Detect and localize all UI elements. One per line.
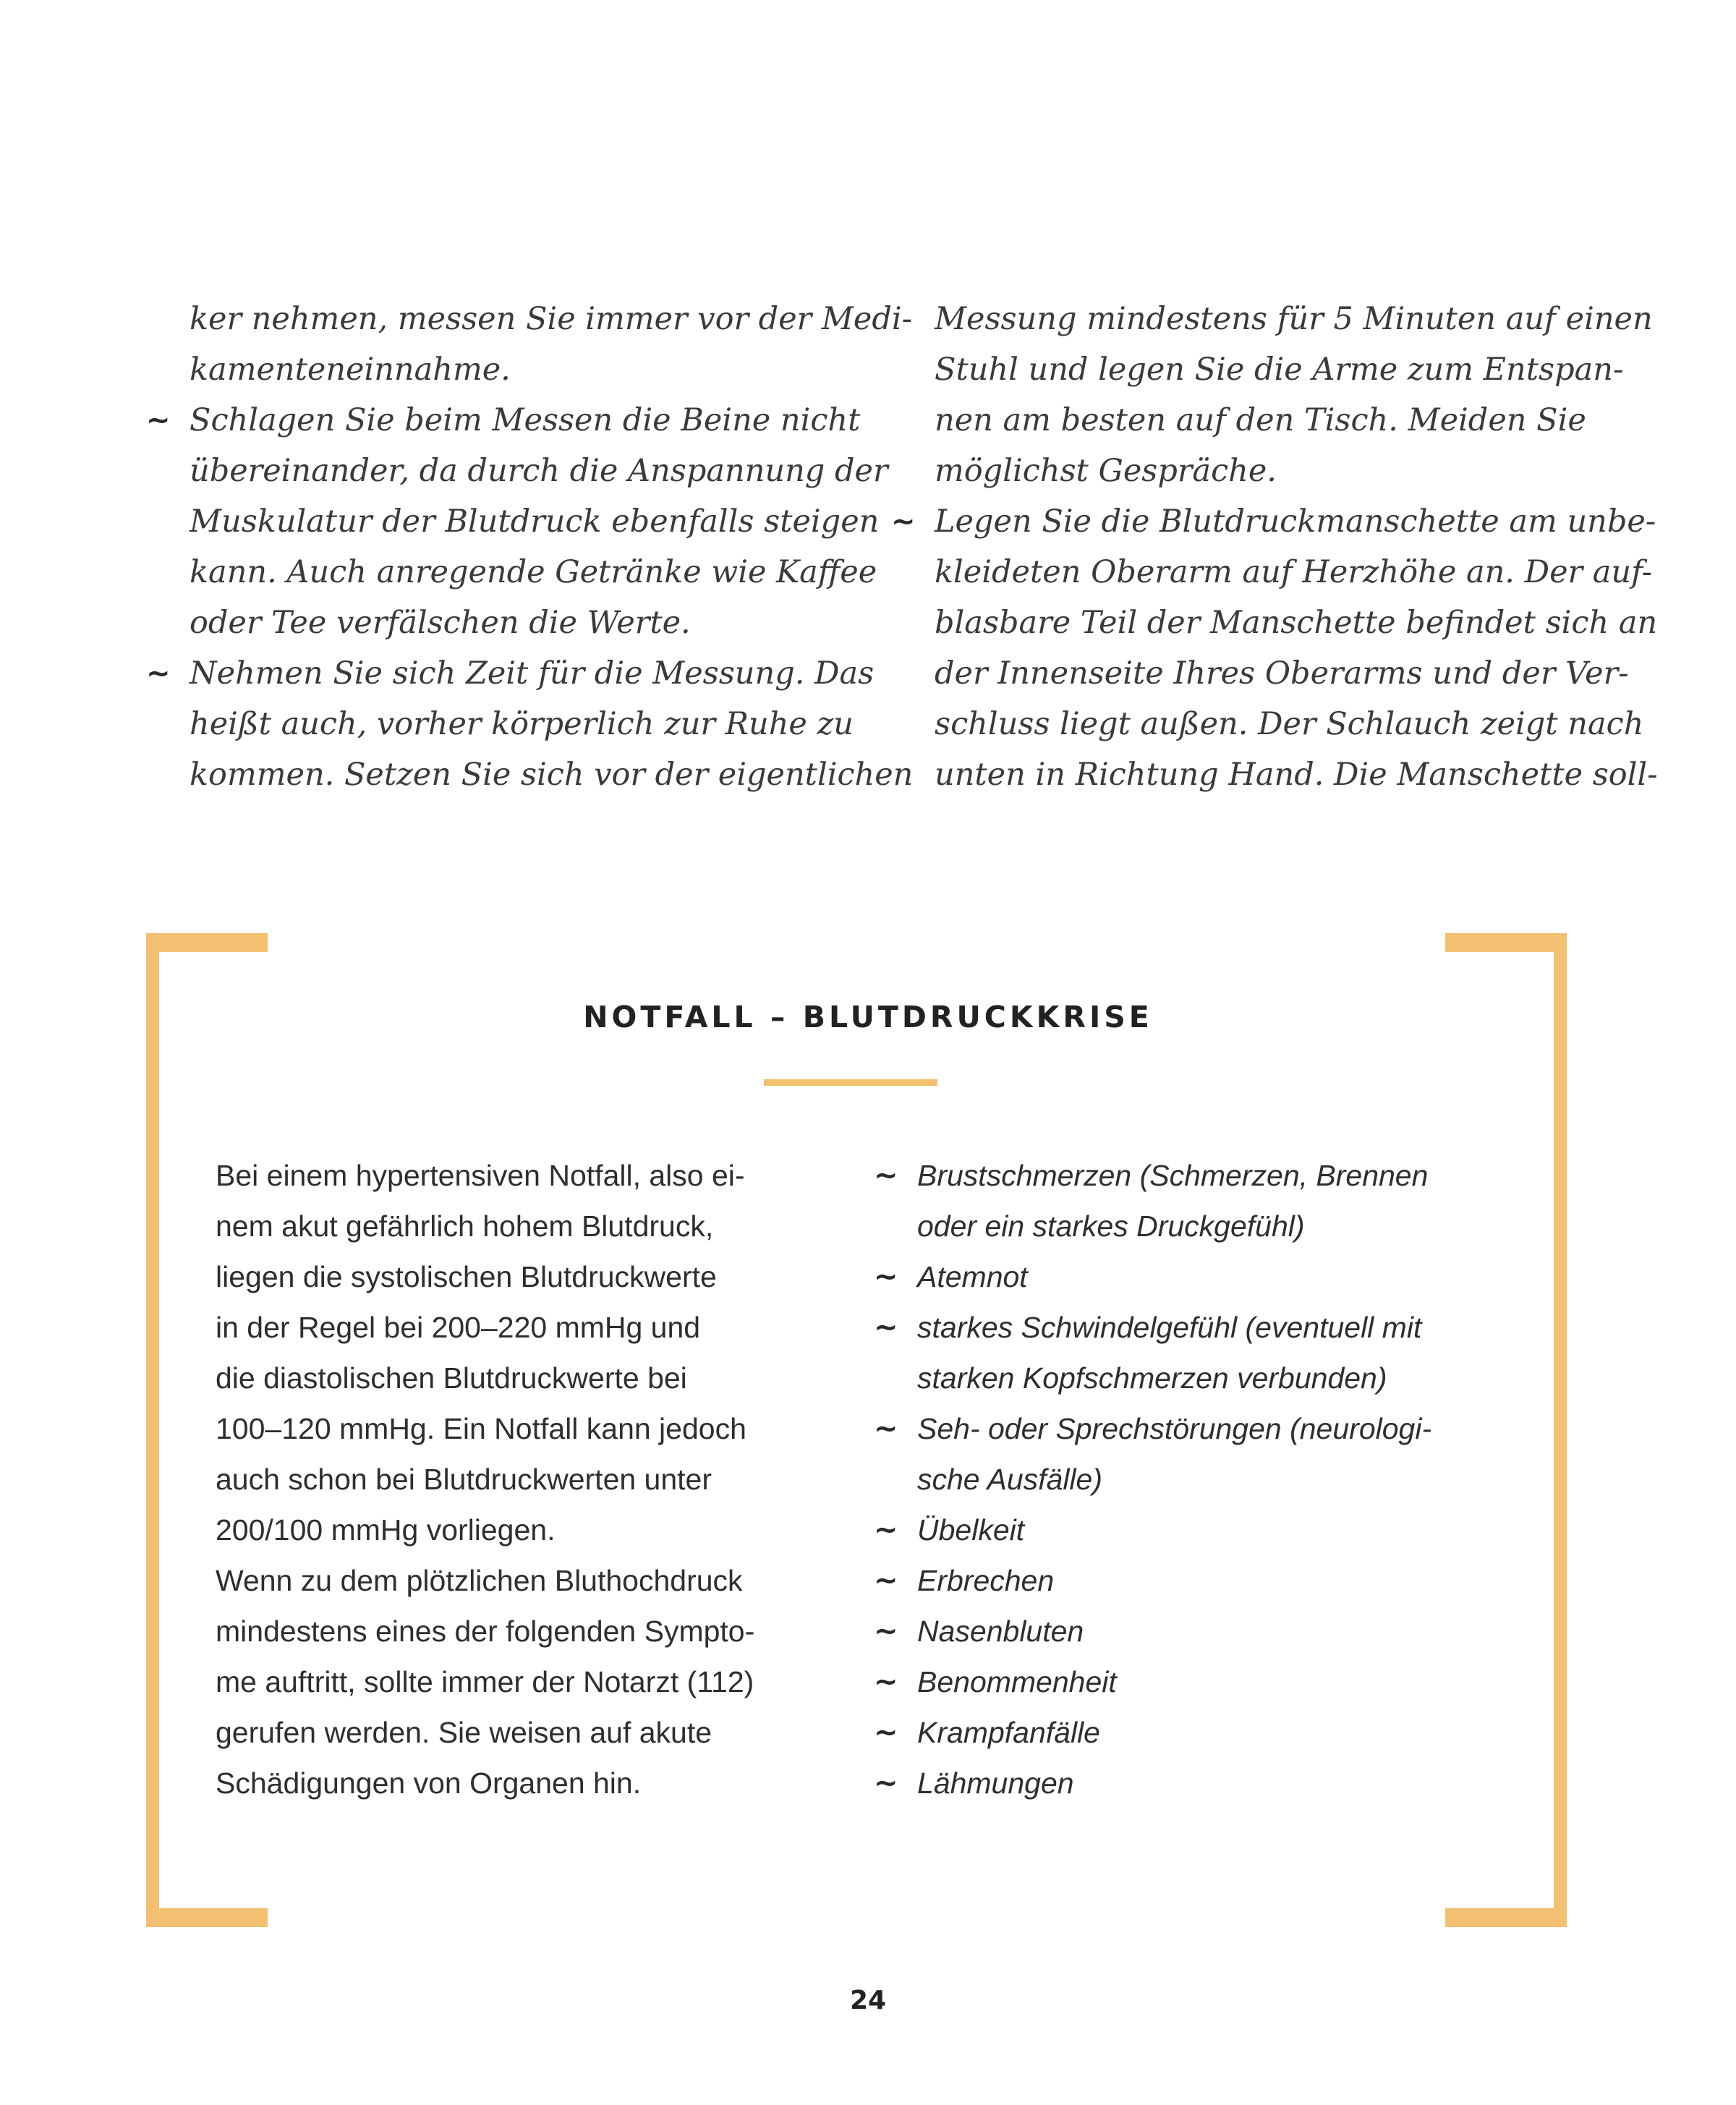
tilde-bullet-icon: ~ (874, 1766, 898, 1800)
text-line (935, 446, 1658, 496)
list-item (146, 648, 913, 699)
text-line (917, 1454, 1431, 1505)
text-line (190, 699, 913, 749)
text-line (935, 294, 1658, 344)
line-text: die diastolischen Blutdruckwerte bei (216, 1361, 687, 1395)
list-item (146, 395, 913, 446)
list-item (874, 1758, 1431, 1808)
list-item (874, 1150, 1431, 1201)
line-text: sche Ausfälle) (917, 1463, 1102, 1496)
line-text: oder Tee verfälschen die Werte. (190, 605, 691, 641)
text-line (216, 1201, 754, 1251)
tilde-bullet-icon: ~ (874, 1260, 898, 1293)
text-line (216, 1657, 754, 1707)
list-item (874, 1251, 1431, 1302)
list-item (874, 1403, 1432, 1454)
box-symptom-list (874, 1150, 1432, 1808)
line-text: Nasenbluten (917, 1615, 1084, 1648)
list-item (891, 496, 1658, 547)
tilde-bullet-icon: ~ (146, 657, 171, 690)
list-item (874, 1505, 1431, 1555)
tilde-bullet-icon: ~ (874, 1716, 898, 1749)
line-text: übereinander, da durch die Anspannung der (190, 453, 888, 489)
tilde-bullet-icon: ~ (874, 1513, 898, 1547)
text-line (190, 598, 913, 648)
tilde-bullet-icon: ~ (874, 1159, 898, 1192)
line-text: Bei einem hypertensiven Notfall, also ei- (216, 1159, 745, 1192)
line-text: heißt auch, vorher körperlich zur Ruhe zu (190, 706, 854, 742)
line-text: Stuhl und legen Sie die Arme zum Entspan- (935, 352, 1624, 388)
line-text: Lähmungen (917, 1766, 1074, 1800)
line-text: Nehmen Sie sich Zeit für die Messung. Das (190, 655, 875, 692)
line-text: 100–120 mmHg. Ein Notfall kann jedoch (216, 1412, 746, 1445)
line-text: Erbrechen (917, 1564, 1055, 1597)
line-text: starkes Schwindelgefühl (eventuell mit (917, 1311, 1422, 1344)
text-line (935, 598, 1658, 648)
line-text: starken Kopfschmerzen verbunden) (917, 1361, 1387, 1395)
line-text: Schlagen Sie beim Messen die Beine nicht (190, 402, 861, 438)
text-line (190, 344, 913, 395)
text-line (190, 547, 913, 598)
line-text: oder ein starkes Druckgefühl) (917, 1209, 1305, 1243)
box-left-text (216, 1150, 754, 1808)
line-text: der Innenseite Ihres Oberarms und der Ver- (935, 655, 1629, 692)
text-line (190, 294, 913, 344)
line-text: blasbare Teil der Manschette befindet sich an (935, 605, 1658, 641)
list-item (874, 1302, 1431, 1353)
line-text: kleideten Oberarm auf Herzhöhe an. Der auf- (935, 554, 1653, 590)
tilde-bullet-icon: ~ (146, 404, 171, 437)
text-line (216, 1353, 754, 1403)
text-line (216, 1505, 754, 1555)
text-line (216, 1251, 754, 1302)
tilde-bullet-icon: ~ (891, 505, 916, 538)
line-text: Seh- oder Sprechstörungen (neurologi- (917, 1412, 1432, 1445)
body-left-column (146, 294, 914, 800)
line-text: gerufen werden. Sie weisen auf akute (216, 1716, 712, 1749)
page-number: 24 (849, 1986, 887, 2015)
line-text: ker nehmen, messen Sie immer vor der Medi- (190, 301, 913, 337)
list-item (874, 1606, 1431, 1657)
text-line (216, 1454, 754, 1505)
line-text: unten in Richtung Hand. Die Manschette soll- (935, 757, 1658, 793)
text-line (190, 496, 913, 547)
line-text: nen am besten auf den Tisch. Meiden Sie (935, 402, 1586, 438)
box-title: NOTFALL – BLUTDRUCKKRISE (583, 1000, 1153, 1034)
line-text: liegen die systolischen Blutdruckwerte (216, 1260, 717, 1293)
text-line (935, 749, 1658, 800)
line-text: Messung mindestens für 5 Minuten auf einen (935, 301, 1653, 337)
line-text: schluss liegt außen. Der Schlauch zeigt nach (935, 706, 1644, 742)
line-text: möglichst Gespräche. (935, 453, 1277, 489)
line-text: mindestens eines der folgenden Sympto- (216, 1615, 755, 1648)
line-text: in der Regel bei 200–220 mmHg und (216, 1311, 701, 1344)
line-text: Benommenheit (917, 1665, 1117, 1698)
text-line (216, 1403, 754, 1454)
list-item (874, 1657, 1431, 1707)
line-text: auch schon bei Blutdruckwerten unter (216, 1463, 712, 1496)
tilde-bullet-icon: ~ (874, 1311, 898, 1344)
body-right-column (891, 294, 1658, 800)
list-item (874, 1555, 1431, 1606)
line-text: kommen. Setzen Sie sich vor der eigentlichen (190, 757, 914, 793)
title-underline (764, 1079, 937, 1086)
text-line (216, 1150, 754, 1201)
text-line (935, 395, 1658, 446)
box-bracket-right (1445, 933, 1567, 1927)
line-text: Wenn zu dem plötzlichen Bluthochdruck (216, 1564, 743, 1597)
tilde-bullet-icon: ~ (874, 1615, 898, 1648)
tilde-bullet-icon: ~ (874, 1564, 898, 1597)
text-line (935, 344, 1658, 395)
text-line (216, 1758, 754, 1808)
text-line (216, 1606, 754, 1657)
line-text: nem akut gefährlich hohem Blutdruck, (216, 1209, 714, 1243)
text-line (917, 1201, 1431, 1251)
line-text: Schädigungen von Organen hin. (216, 1766, 642, 1800)
line-text: 200/100 mmHg vorliegen. (216, 1513, 556, 1547)
line-text: kann. Auch anregende Getränke wie Kaffee (190, 554, 877, 590)
text-line (216, 1302, 754, 1353)
line-text: me auftritt, sollte immer der Notarzt (112) (216, 1665, 754, 1698)
text-line (935, 547, 1658, 598)
text-line (917, 1353, 1431, 1403)
text-line (935, 699, 1658, 749)
line-text: Übelkeit (917, 1513, 1025, 1547)
text-line (190, 749, 913, 800)
text-line (935, 648, 1658, 699)
line-text: Krampfanfälle (917, 1716, 1100, 1749)
line-text: kamenteneinnahme. (190, 352, 511, 388)
line-text: Atemnot (917, 1260, 1028, 1293)
text-line (216, 1707, 754, 1758)
line-text: Muskulatur der Blutdruck ebenfalls steigen (190, 503, 880, 540)
line-text: Legen Sie die Blutdruckmanschette am unbe- (935, 503, 1656, 540)
line-text: Brustschmerzen (Schmerzen, Brennen (917, 1159, 1429, 1192)
text-line (216, 1555, 754, 1606)
tilde-bullet-icon: ~ (874, 1412, 898, 1445)
tilde-bullet-icon: ~ (874, 1665, 898, 1698)
text-line (190, 446, 913, 496)
list-item (874, 1707, 1431, 1758)
